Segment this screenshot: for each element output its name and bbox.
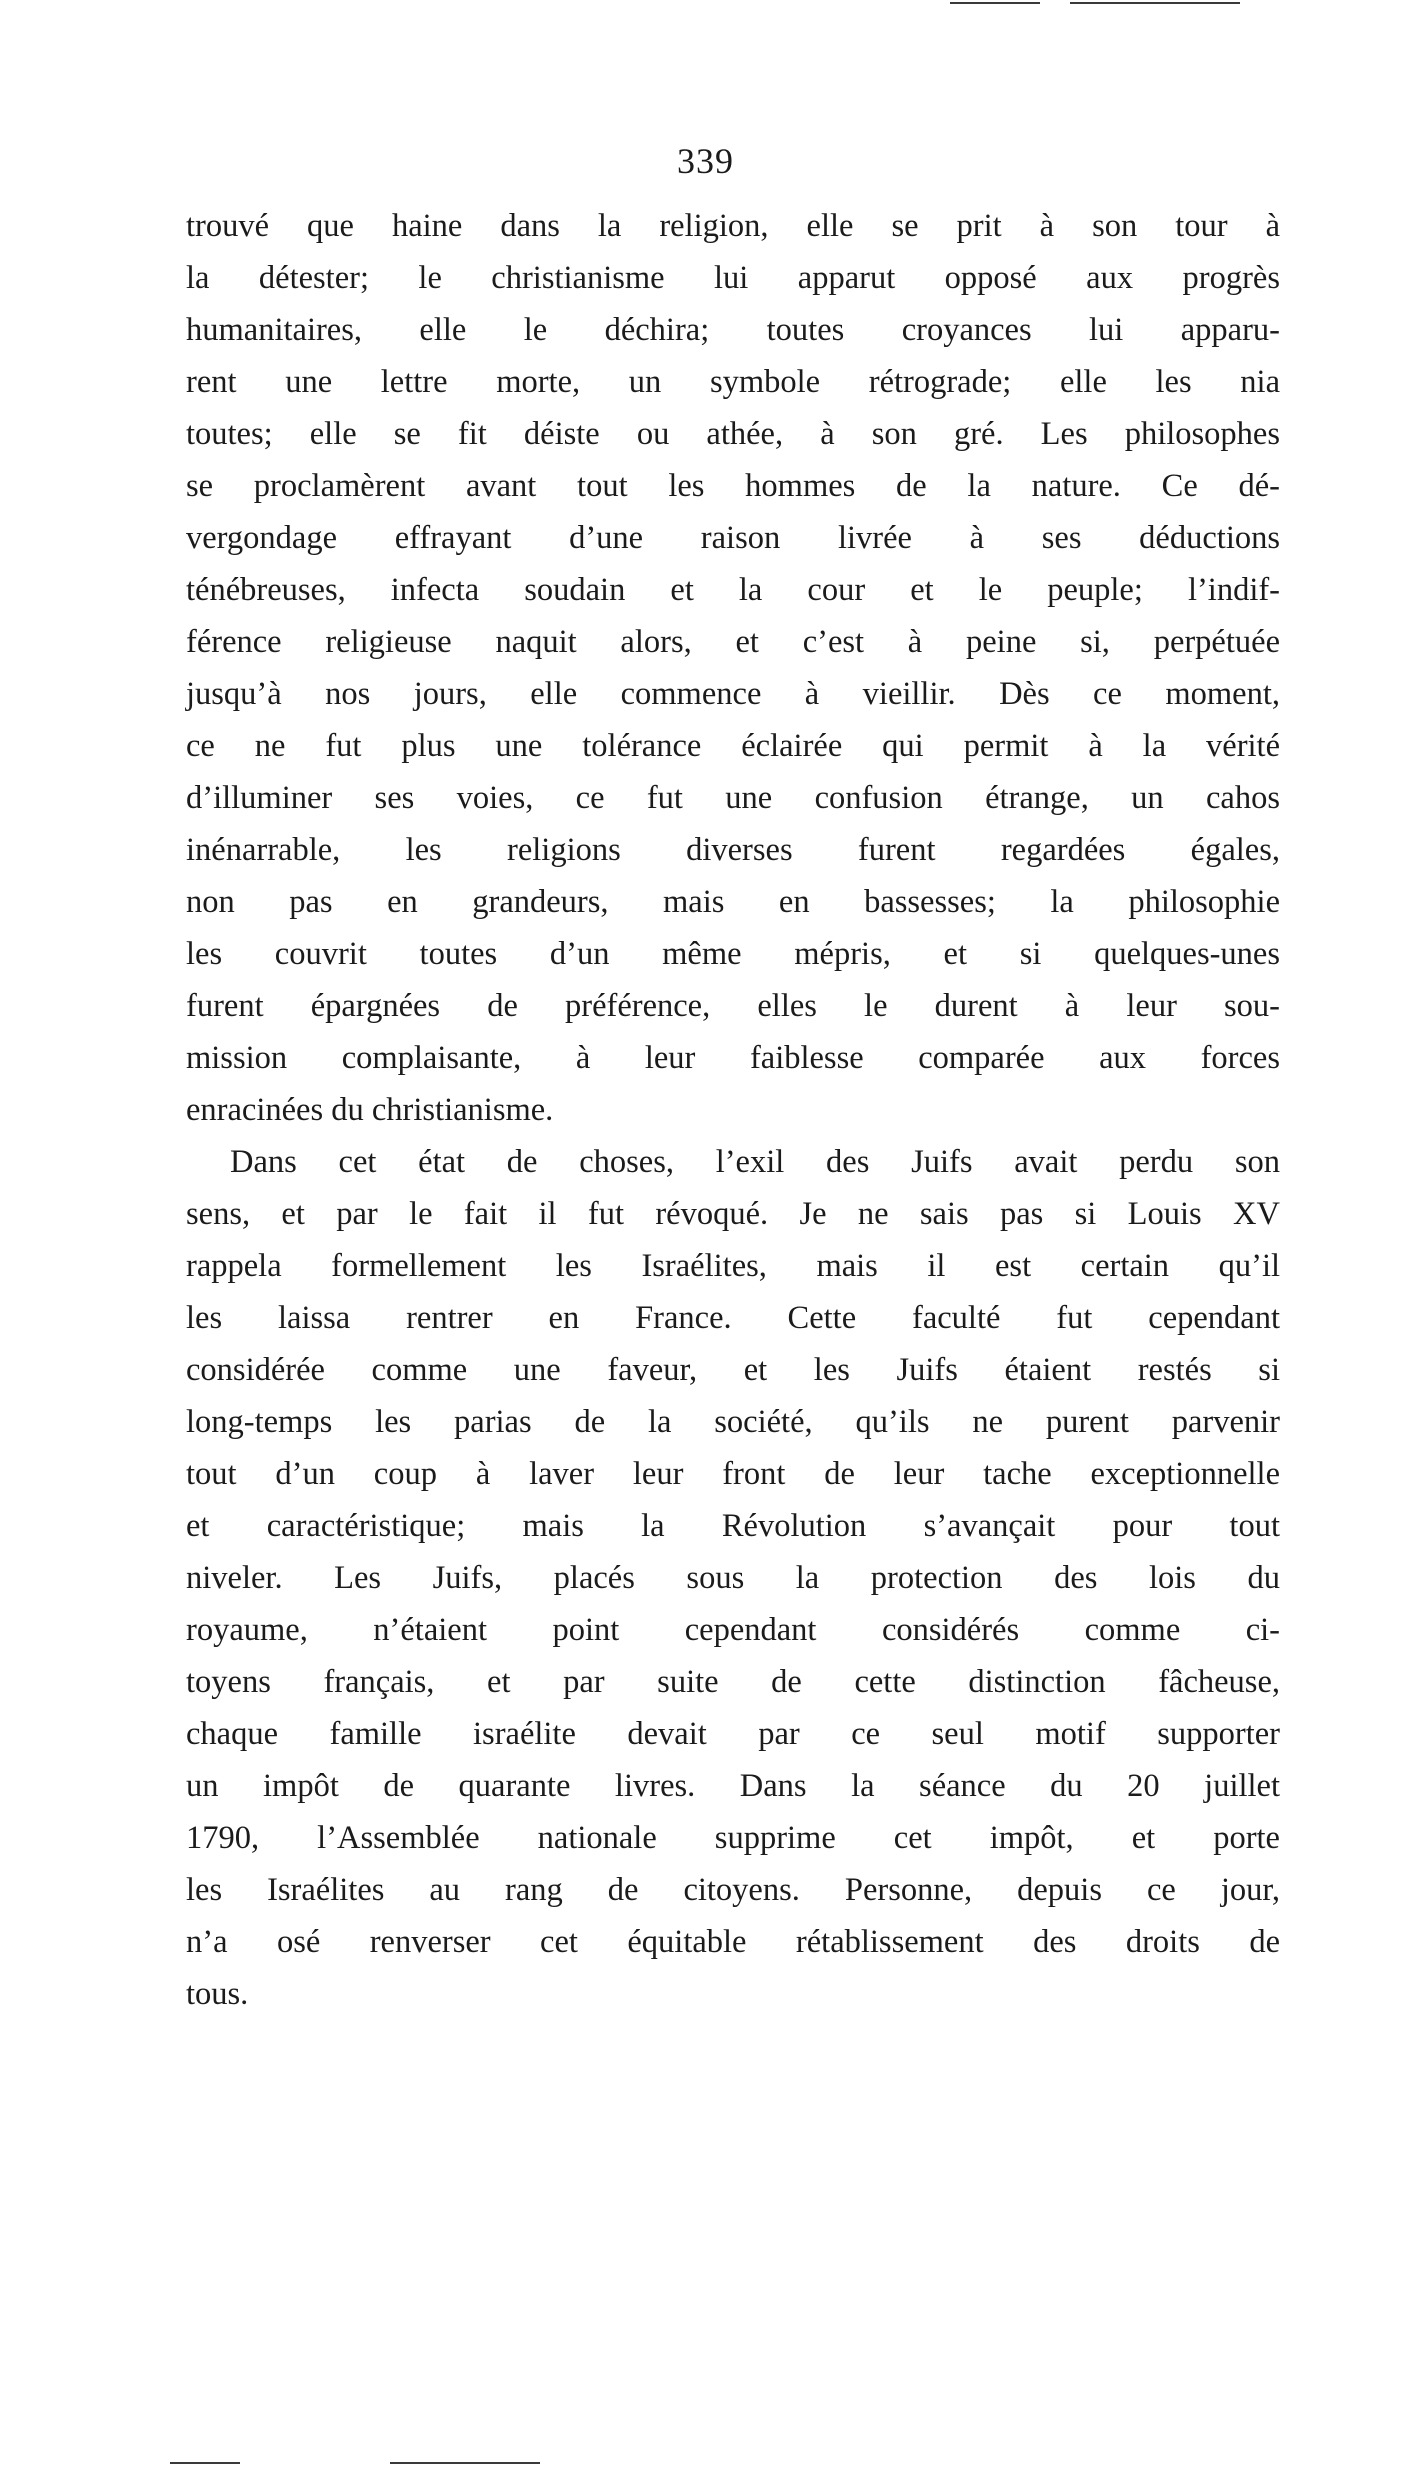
text-line: furent épargnées de préférence, elles le durent à leur sou- — [186, 988, 1280, 1024]
page-number: 339 — [677, 141, 734, 181]
text-line: les Israélites au rang de citoyens. Personne, depuis ce jour, — [186, 1872, 1280, 1908]
text-line: tout d’un coup à laver leur front de leur tache exceptionnelle — [186, 1456, 1280, 1492]
bottom-rule-left — [170, 2462, 240, 2464]
text-line: inénarrable, les religions diverses furent regardées égales, — [186, 832, 1280, 868]
text-line: toutes; elle se fit déiste ou athée, à son gré. Les philosophes — [186, 416, 1280, 452]
text-line: enracinées du christianisme. — [186, 1092, 554, 1128]
bottom-rule-right — [390, 2462, 540, 2464]
text-line: toyens français, et par suite de cette distinction fâcheuse, — [186, 1664, 1280, 1700]
text-line: humanitaires, elle le déchira; toutes croyances lui apparu- — [186, 312, 1280, 348]
body-text — [186, 200, 1280, 2020]
text-line: ce ne fut plus une tolérance éclairée qui permit à la vérité — [186, 728, 1280, 764]
text-line: royaume, n’étaient point cependant considérés comme ci- — [186, 1612, 1280, 1648]
text-line: tous. — [186, 1976, 249, 2012]
text-line: niveler. Les Juifs, placés sous la protection des lois du — [186, 1560, 1280, 1596]
text-line: long-temps les parias de la société, qu’ils ne purent parvenir — [186, 1404, 1280, 1440]
text-line: mission complaisante, à leur faiblesse comparée aux forces — [186, 1040, 1280, 1076]
text-line: un impôt de quarante livres. Dans la séance du 20 juillet — [186, 1768, 1280, 1804]
text-line: trouvé que haine dans la religion, elle se prit à son tour à — [186, 208, 1280, 244]
text-line: se proclamèrent avant tout les hommes de la nature. Ce dé- — [186, 468, 1280, 504]
text-line: non pas en grandeurs, mais en bassesses; la philosophie — [186, 884, 1280, 920]
text-line: n’a osé renverser cet équitable rétablissement des droits de — [186, 1924, 1280, 1960]
text-line: chaque famille israélite devait par ce seul motif supporter — [186, 1716, 1280, 1752]
text-line: rent une lettre morte, un symbole rétrograde; elle les nia — [186, 364, 1280, 400]
top-rule-right — [1070, 2, 1240, 4]
text-line: jusqu’à nos jours, elle commence à vieillir. Dès ce moment, — [186, 676, 1280, 712]
text-line: vergondage effrayant d’une raison livrée à ses déductions — [186, 520, 1280, 556]
text-line: et caractéristique; mais la Révolution s’avançait pour tout — [186, 1508, 1280, 1544]
text-line: la détester; le christianisme lui apparut opposé aux progrès — [186, 260, 1280, 296]
text-line: les couvrit toutes d’un même mépris, et si quelques-unes — [186, 936, 1280, 972]
top-rule-left — [950, 2, 1040, 4]
text-line: considérée comme une faveur, et les Juifs étaient restés si — [186, 1352, 1280, 1388]
text-line: 1790, l’Assemblée nationale supprime cet impôt, et porte — [186, 1820, 1280, 1856]
text-line: férence religieuse naquit alors, et c’est à peine si, perpétuée — [186, 624, 1280, 660]
text-line: d’illuminer ses voies, ce fut une confusion étrange, un cahos — [186, 780, 1280, 816]
text-line: Dans cet état de choses, l’exil des Juifs avait perdu son — [230, 1144, 1280, 1180]
text-line: les laissa rentrer en France. Cette faculté fut cependant — [186, 1300, 1280, 1336]
text-line: ténébreuses, infecta soudain et la cour et le peuple; l’indif- — [186, 572, 1280, 608]
text-line: rappela formellement les Israélites, mais il est certain qu’il — [186, 1248, 1280, 1284]
text-line: sens, et par le fait il fut révoqué. Je ne sais pas si Louis XV — [186, 1196, 1280, 1232]
